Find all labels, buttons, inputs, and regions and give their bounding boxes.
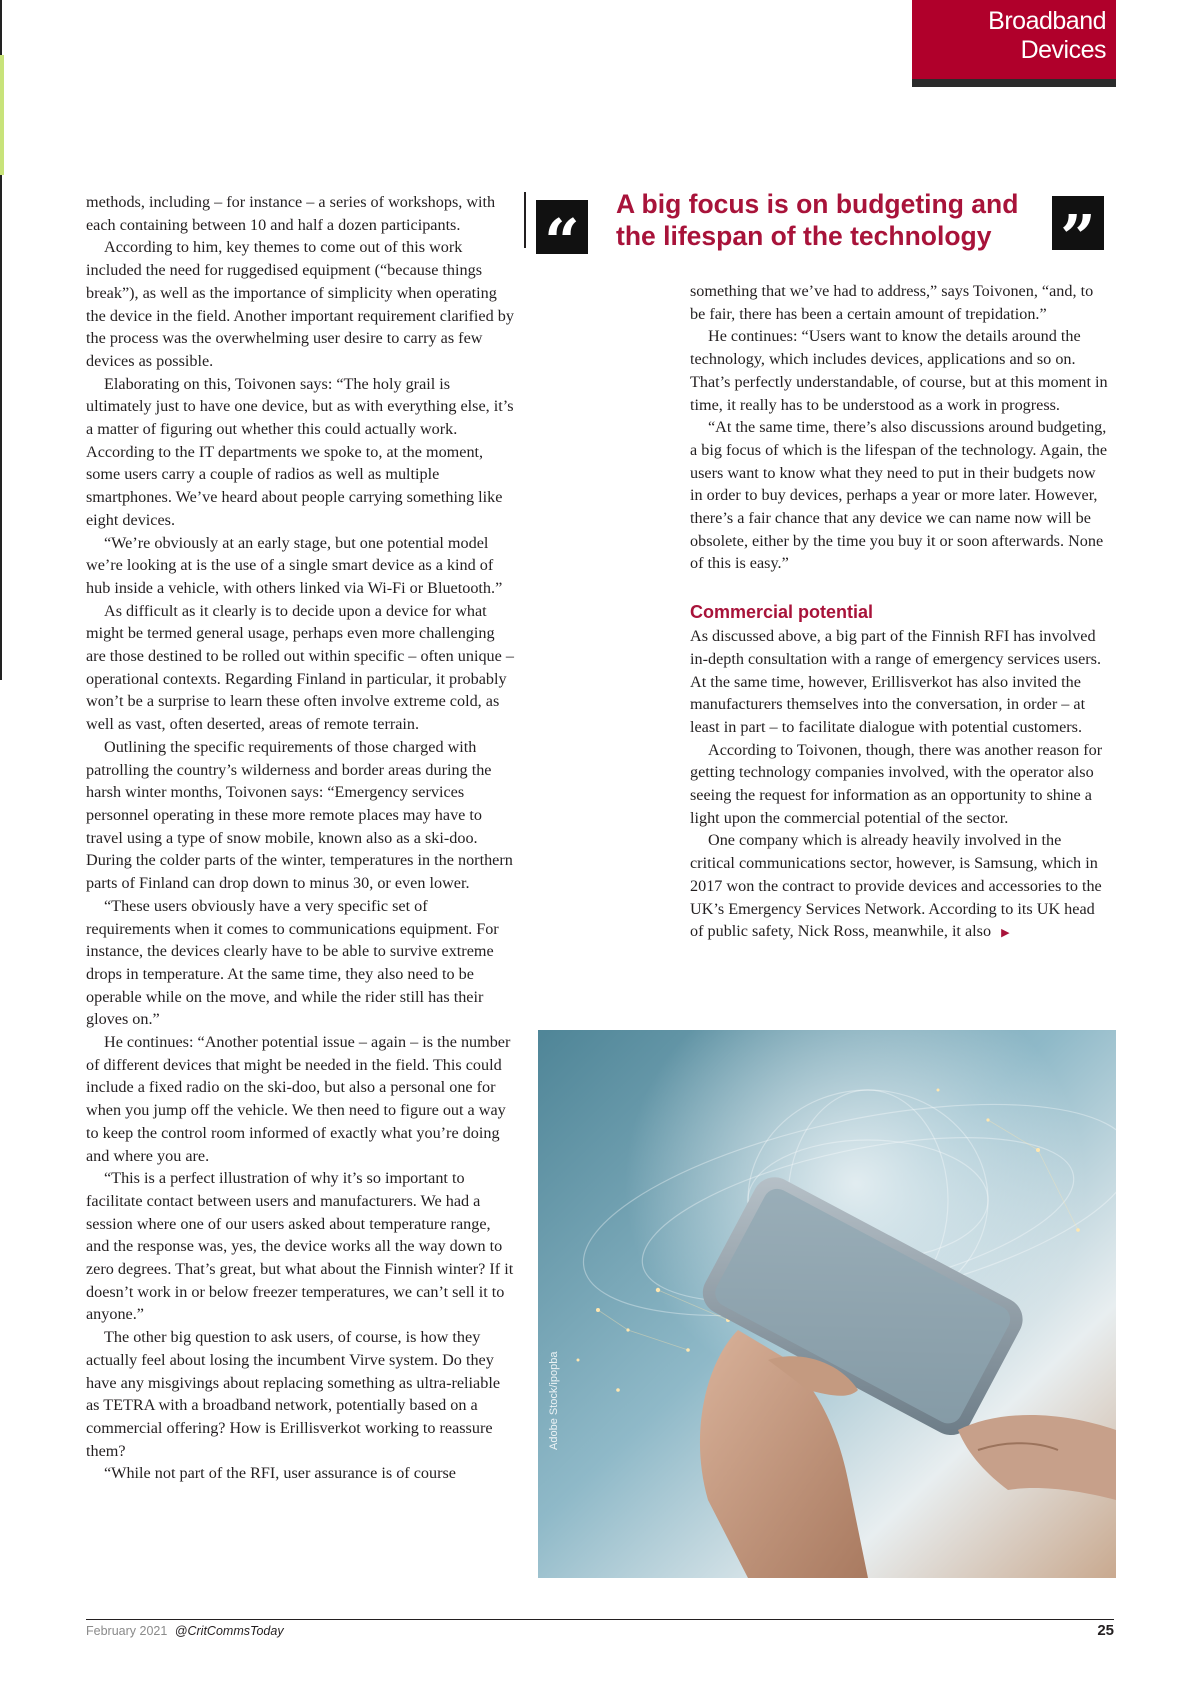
phone-hand-illustration [538,1030,1116,1578]
paragraph: “We’re obviously at an early stage, but one potential model we’re looking at is the use of a single smart device as a kind of hub inside a vehicle, with others linked via Wi-Fi or Bluetooth.” [86,533,503,597]
subheading: Commercial potential [690,602,874,623]
photo-credit: Adobe Stock/ipopba [548,1351,560,1450]
left-column [86,191,516,1485]
footer-date: February 2021 [86,1624,168,1638]
close-quote-icon: ” [1052,196,1104,250]
paragraph: He continues: “Users want to know the details around the technology, which includes devices, applications and so on. That’s perfectly understandable, of course, but at this moment in time, it really has to be understood as a work in progress. [690,327,1108,414]
page-number: 25 [1097,1622,1114,1639]
paragraph: According to Toivonen, though, there was another reason for getting technology companies involved, with the operator also seeing the request for information as an opportunity to shine a light upon the commercial potential of the sector. [690,740,1103,827]
paragraph: methods, including – for instance – a series of workshops, with each containing between 10 and half a dozen participants. [86,193,496,234]
paragraph: Elaborating on this, Toivonen says: “The holy grail is ultimately just to have one device, but as with everything else, it’s a matter of figuring out whether this could actually work. According to the IT departments we spoke to, at the moment, some users carry a couple of radios as well as multiple smartphones. We’ve heard about people carrying something like eight devices. [86,374,514,529]
paragraph: He continues: “Another potential issue – again – is the number of different devices that might be needed in the field. This could include a fixed radio on the ski-doo, but also a personal one for when you jump off the vehicle. We then need to figure out a way to keep the control room informed of exactly what you’re doing and where you are. [86,1033,511,1165]
paragraph-text: One company which is already heavily involved in the critical communications sector, however, is Samsung, which in 2017 won the contract to provide devices and accessories to the UK’s Emergency Services Network. According to its UK head of public safety, Nick Ross, meanwhile, it also [690,831,1102,941]
paragraph [690,829,1110,945]
paragraph: “While not part of the RFI, user assurance is of course [104,1464,456,1483]
footer-handle: @CritCommsToday [174,1624,284,1638]
quote-rule [524,192,526,248]
paragraph: As discussed above, a big part of the Finnish RFI has involved in-depth consultation with a range of emergency services users. At the same time, however, Erillisverkot has also invited the manufacturers themselves into the conversation, in order – at least in part – to facilitate dialogue with potential customers. [690,627,1102,736]
right-column [690,280,1110,945]
open-quote-icon: “ [536,200,588,254]
paragraph: something that we’ve had to address,” says Toivonen, “and, to be fair, there has been a certain amount of trepidation.” [690,282,1094,323]
paragraph: “These users obviously have a very specific set of requirements when it comes to communications equipment. For instance, the devices clearly have to be able to survive extreme drops in temperature. At the same time, they also need to be operable while on the move, and while the rider still has their gloves on.” [86,896,499,1029]
footer [86,1624,284,1638]
paragraph: “At the same time, there’s also discussions around budgeting, a big focus of which is the lifespan of the technology. Again, the users want to know what they need to put in their budgets now in order to buy devices, perhaps a year or more later. However, there’s a fair chance that any device we can name now will be obsolete, either by the time you buy it or soon afterwards. None of this is easy.” [690,418,1108,573]
paragraph: “This is a perfect illustration of why it’s so important to facilitate contact between users and manufacturers. We had a session where one of our users asked about temperature range, and the response was, yes, the device works all the way down to zero degrees. That’s great, but what about the Finnish winter? If it doesn’t work in or below freezer temperatures, we can’t sell it to anyone.” [86,1169,514,1324]
pull-quote-text: A big focus is on budgeting and the lifespan of the technology [616,189,1019,251]
paragraph: According to him, key themes to come out of this work included the need for ruggedised equipment (“because things break”), as well as the importance of simplicity when operating the device in the field. Another important requirement clarified by the process was the overwhelming user desire to carry as few devices as possible. [86,238,514,370]
article-photo [538,1030,1116,1578]
continue-arrow-icon: ▶ [1001,927,1010,940]
paragraph: As difficult as it clearly is to decide upon a device for what might be termed general usage, perhaps even more challenging are those destined to be rolled out within specific – often unique – operational contexts. Regarding Finland in particular, it probably won’t be a surprise to learn these often involve extreme cold, as well as vast, often deserted, areas of remote terrain. [86,601,514,734]
paragraph: The other big question to ask users, of course, is how they actually feel about losing the incumbent Virve system. Do they have any misgivings about replacing something as ultra-reliable as TETRA with a broadband network, potentially based on a commercial offering? How is Erillisverkot working to reassure them? [86,1328,501,1460]
section-tab [912,0,1116,87]
section-title: Broadband Devices [988,7,1106,64]
pull-quote [524,186,1114,256]
footer-rule [86,1619,1114,1620]
paragraph: Outlining the specific requirements of those charged with patrolling the country’s wilderness and border areas during the harsh winter months, Toivonen says: “Emergency services personnel operating in these more remote places may have to travel using a type of snow mobile, known also as a ski-doo. During the colder parts of the winter, temperatures in the northern parts of Finland can drop down to minus 30, or even lower. [86,737,513,893]
page-edge-accent [0,55,4,175]
